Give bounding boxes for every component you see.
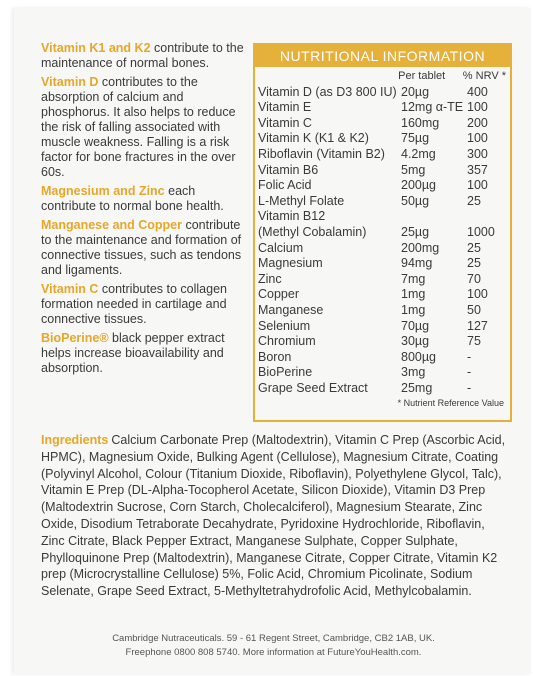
nutrient-amount: 5mg [401, 162, 426, 177]
nutrient-row [258, 350, 506, 366]
claim-highlight: Vitamin K1 and K2 [41, 41, 151, 55]
claim-text: each contribute to normal bone health. [41, 184, 224, 213]
nutrient-amount: 30µg [401, 334, 430, 349]
claim-highlight: Manganese and Copper [41, 218, 182, 232]
nutrient-name: Calcium [258, 240, 304, 255]
nutrient-nrv: - [467, 380, 472, 395]
nutrient-nrv: 100 [467, 100, 488, 115]
nutrient-amount [401, 209, 467, 225]
nutrient-nrv: 75 [467, 334, 481, 349]
nutrient-name: Manganese [258, 302, 324, 317]
claim-text: contribute to the maintenance of normal bones. [41, 41, 244, 70]
header-per-tablet: Per tablet [398, 70, 446, 82]
nutrient-nrv: 100 [467, 131, 488, 146]
nutrient-row [258, 225, 506, 241]
nutrient-name: Folic Acid [258, 178, 312, 193]
nutrient-nrv: 25 [467, 240, 481, 255]
ingredients-section [41, 432, 506, 600]
nutrient-amount: 7mg [401, 271, 426, 286]
nutrient-row [258, 194, 506, 210]
nutrient-row [258, 334, 506, 350]
nutrient-amount: 25mg [401, 380, 433, 395]
nutrient-nrv: - [467, 365, 472, 380]
nutrient-row [258, 100, 506, 116]
nutrient-name: Vitamin B6 [258, 162, 319, 177]
nutrient-amount: 25µg [401, 224, 430, 239]
nutrient-row [258, 319, 506, 335]
header-spacer [258, 69, 398, 85]
claim-magnesium-zinc [41, 184, 251, 214]
nutrient-name: (Methyl Cobalamin) [258, 224, 367, 239]
nutrition-title: NUTRITIONAL INFORMATION [255, 45, 510, 67]
nutrient-row [258, 381, 506, 397]
nutrient-row [258, 85, 506, 101]
nutrient-amount: 75µg [401, 131, 430, 146]
address-line-2: Freephone 0800 808 5740. More information at FutureYouHealth.com. [125, 647, 422, 658]
nutrient-name: Grape Seed Extract [258, 380, 368, 395]
nutrient-amount: 20µg [401, 84, 430, 99]
nutrient-nrv: 100 [467, 178, 488, 193]
nutrient-nrv: 25 [467, 256, 481, 271]
nutrient-amount: 160mg [401, 115, 440, 130]
address-line-1: Cambridge Nutraceuticals. 59 - 61 Regent Street, Cambridge, CB2 1AB, UK. [112, 633, 435, 644]
nutrient-nrv: 1000 [467, 224, 495, 239]
nutrition-rows [258, 85, 506, 397]
claim-text: black pepper extract helps increase bioavailability and absorption. [41, 331, 225, 375]
nutrient-name: Zinc [258, 271, 282, 286]
nutrient-row [258, 163, 506, 179]
nutrient-nrv: 50 [467, 302, 481, 317]
nutrient-amount: 4.2mg [401, 146, 436, 161]
claim-bioperine [41, 331, 251, 376]
nutrient-nrv: 70 [467, 271, 481, 286]
nutrition-body [255, 67, 510, 408]
nutrient-amount: 1mg [401, 287, 426, 302]
claim-vitamin-k [41, 41, 251, 71]
nutrient-name: BioPerine [258, 365, 313, 380]
nutrient-name: Vitamin B12 [258, 209, 326, 224]
nutrient-name: Magnesium [258, 256, 323, 271]
nutrient-name: Vitamin C [258, 115, 312, 130]
nutrient-name: L-Methyl Folate [258, 193, 345, 208]
nutrient-nrv: 357 [467, 162, 488, 177]
nutrient-nrv: 127 [467, 318, 488, 333]
claim-text: contributes to collagen formation needed in cartilage and connective tissues. [41, 282, 227, 326]
nutrient-nrv: 300 [467, 146, 488, 161]
ingredients-label: Ingredients [41, 433, 109, 447]
nutrient-amount: 50µg [401, 193, 430, 208]
nutrient-amount: 200µg [401, 178, 437, 193]
nutrient-row [258, 365, 506, 381]
nutrient-name: Vitamin D (as D3 800 IU) [258, 84, 397, 99]
nutrient-nrv [467, 209, 506, 225]
nutrient-name: Copper [258, 287, 299, 302]
claim-manganese-copper [41, 218, 251, 278]
claim-vitamin-d [41, 75, 251, 180]
health-claims [41, 41, 251, 380]
nutrition-header-row [258, 69, 506, 85]
claim-highlight: BioPerine® [41, 331, 109, 345]
nutrient-amount: 200mg [401, 240, 440, 255]
claim-highlight: Vitamin C [41, 282, 99, 296]
nutrient-nrv: - [467, 349, 472, 364]
nutrient-nrv: 400 [467, 84, 488, 99]
nutrient-row [258, 241, 506, 257]
nutrient-row [258, 209, 506, 225]
nutrient-row [258, 178, 506, 194]
nutrient-nrv: 25 [467, 193, 481, 208]
claim-highlight: Magnesium and Zinc [41, 184, 165, 198]
nutrient-row [258, 287, 506, 303]
nutrient-amount: 70µg [401, 318, 430, 333]
claim-text: contributes to the absorption of calcium and phosphorus. It also helps to reduce the risk of falling associated with muscle weakness. Falling is a risk factor for bone fractures in the over 60s. [41, 75, 236, 179]
nutrient-amount: 1mg [401, 302, 426, 317]
nutrient-name: Selenium [258, 318, 311, 333]
nutrient-name: Riboflavin (Vitamin B2) [258, 146, 385, 161]
nutrient-name: Vitamin K (K1 & K2) [258, 131, 369, 146]
nutrient-row [258, 131, 506, 147]
nutrient-amount: 12mg α-TE [401, 100, 464, 115]
nutrient-row [258, 116, 506, 132]
nutrient-row [258, 256, 506, 272]
nutrient-nrv: 200 [467, 115, 488, 130]
nutrient-row [258, 147, 506, 163]
header-nrv: % NRV * [462, 70, 506, 82]
ingredients-text: Calcium Carbonate Prep (Maltodextrin), Vitamin C Prep (Ascorbic Acid, HPMC), Magnesium Oxide, Bulking Agent (Cellulose), Magnesium Citrate, Coating (Polyvinyl Alcohol, Colour (Titanium Dioxide, Riboflavin), Polyethylene Glycol, Talc), Vitamin E Prep (DL-Alpha-Tocopherol Acetate, Silicon Dioxide), Vitamin D3 Prep (Maltodextrin Sucrose, Corn Starch, Cholecalciferol), Magnesium Stearate, Zinc Oxide, Disodium Tetraborate Decahydrate, Pyridoxine Hydrochloride, Riboflavin, Zinc Citrate, Black Pepper Extract, Manganese Sulphate, Copper Sulphate, Phylloquinone Prep (Maltodextrin), Manganese Citrate, Copper Citrate, Vitamin K2 prep (Microcrystalline Cellulose) 5%, Folic Acid, Chromium Picolinate, Sodium Selenate, Grape Seed Extract, 5-Methyltetrahydrofolic Acid, Methylcobalamin. [41, 433, 506, 599]
nutrient-name: Chromium [258, 334, 316, 349]
nutrient-name: Vitamin E [258, 100, 312, 115]
nutrition-table [253, 43, 512, 422]
nrv-footnote: * Nutrient Reference Value [397, 398, 504, 409]
nutrient-name: Boron [258, 349, 292, 364]
claim-highlight: Vitamin D [41, 75, 99, 89]
nutrient-row [258, 303, 506, 319]
nutrient-amount: 800µg [401, 349, 437, 364]
nutrient-amount: 94mg [401, 256, 433, 271]
company-address [41, 632, 506, 660]
claim-text: contribute to the maintenance and formation of connective tissues, such as tendons and ligaments. [41, 218, 242, 277]
claim-vitamin-c [41, 282, 251, 327]
nutrient-amount: 3mg [401, 365, 426, 380]
nutrient-row [258, 272, 506, 288]
nutrient-nrv: 100 [467, 287, 488, 302]
